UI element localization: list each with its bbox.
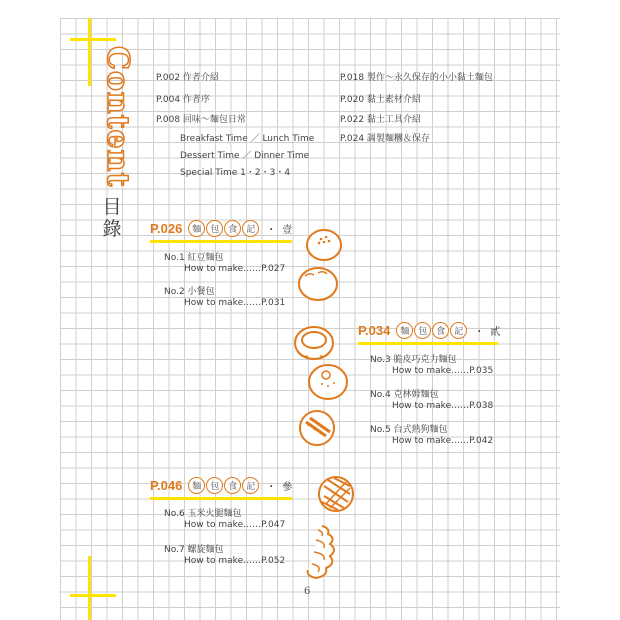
toc-entry-preface: P.004 作者序 [156, 95, 210, 105]
section-1-char-4: 記 [242, 220, 259, 237]
spiral-bun-icon [298, 522, 340, 582]
section-2-underline [358, 342, 498, 345]
hotdog-bun-icon [296, 408, 338, 448]
section-3-char-4: 記 [242, 477, 259, 494]
toc-entry-materials: P.020 黏土素材介紹 [340, 95, 421, 105]
section-2-char-4: 記 [450, 322, 467, 339]
section-2-number: 貳 [490, 326, 501, 338]
section-2-char-3: 食 [432, 322, 449, 339]
section-1-header [150, 216, 292, 240]
yellow-line-top-horizontal [70, 38, 116, 41]
toc-sub-dessert: Dessert Time ／ Dinner Time [180, 151, 310, 161]
item-7-how: How to make……P.052 [184, 556, 286, 566]
item-3-how: How to make……P.035 [392, 366, 494, 376]
item-7-name: No.7 螺旋麵包 [164, 545, 224, 555]
red-bean-bun-icon [304, 226, 344, 262]
page-number: 6 [304, 586, 311, 597]
corn-ham-bun-icon [316, 474, 356, 514]
section-2-dot: ・ [474, 326, 485, 338]
item-6-how: How to make……P.047 [184, 520, 286, 530]
section-2-page: P.034 [358, 322, 391, 338]
toc-entry-dough: P.024 調製麵糰＆保存 [340, 134, 430, 144]
item-1-name: No.1 紅豆麵包 [164, 253, 224, 263]
toc-entry-author: P.002 作者介紹 [156, 73, 219, 83]
mulu-char-1: 目 [102, 196, 122, 218]
section-3-char-1: 麵 [188, 477, 205, 494]
item-1-how: How to make……P.027 [184, 264, 286, 274]
section-3-header [150, 473, 292, 497]
yellow-line-top-vertical [88, 18, 91, 86]
mulu-title [100, 196, 124, 240]
item-4-how: How to make……P.038 [392, 401, 494, 411]
section-1-char-1: 麵 [188, 220, 205, 237]
section-2-header [358, 318, 500, 342]
section-1-page: P.026 [150, 220, 183, 236]
section-1-char-3: 食 [224, 220, 241, 237]
cream-bun-icon [306, 362, 350, 402]
section-1-underline [150, 240, 292, 243]
toc-entry-tools: P.022 黏土工具介紹 [340, 115, 421, 125]
chocolate-bun-icon [292, 322, 336, 362]
toc-sub-special: Special Time 1・2・3・4 [180, 168, 291, 178]
mulu-char-2: 錄 [102, 218, 122, 240]
toc-sub-breakfast: Breakfast Time ／ Lunch Time [180, 134, 315, 144]
section-1-number: 壹 [282, 224, 293, 236]
section-3-dot: ・ [266, 481, 277, 493]
toc-entry-making: P.018 製作～永久保存的小小黏土麵包 [340, 73, 493, 83]
section-2-char-2: 包 [414, 322, 431, 339]
section-1-dot: ・ [266, 224, 277, 236]
item-4-name: No.4 克林姆麵包 [370, 390, 439, 400]
content-title: Content [100, 46, 135, 188]
section-1-char-2: 包 [206, 220, 223, 237]
section-3-char-3: 食 [224, 477, 241, 494]
section-3-char-2: 包 [206, 477, 223, 494]
section-3-number: 參 [282, 481, 293, 493]
section-3-underline [150, 497, 292, 500]
dinner-roll-icon [296, 264, 340, 302]
section-2-char-1: 麵 [396, 322, 413, 339]
item-6-name: No.6 玉米火腿麵包 [164, 509, 242, 519]
toc-entry-daily: P.008 回味～麵包日常 [156, 115, 246, 125]
yellow-line-bottom-horizontal [70, 594, 116, 597]
item-5-how: How to make……P.042 [392, 436, 494, 446]
item-2-how: How to make……P.031 [184, 298, 286, 308]
item-2-name: No.2 小餐包 [164, 287, 215, 297]
yellow-line-bottom-vertical [88, 556, 91, 620]
item-3-name: No.3 脆皮巧克力麵包 [370, 355, 457, 365]
item-5-name: No.5 台式熱狗麵包 [370, 425, 448, 435]
section-3-page: P.046 [150, 477, 183, 493]
